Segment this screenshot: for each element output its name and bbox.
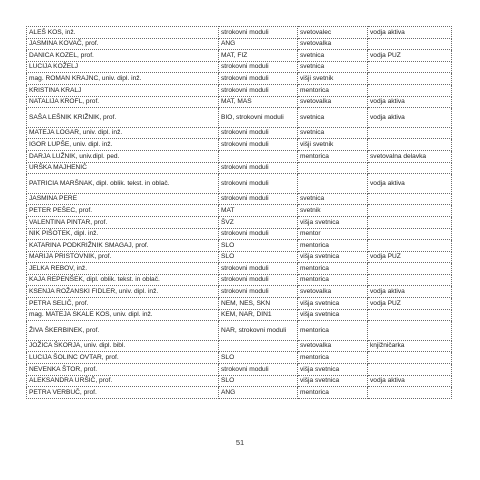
title-cell: svetovalec — [298, 27, 368, 39]
name-cell: MARIJA PRISTOVNIK, prof. — [27, 251, 219, 263]
subject-cell: strokovni moduli — [219, 274, 298, 286]
name-cell: NATALIJA KROFL, prof. — [27, 96, 219, 108]
table-row — [27, 387, 452, 399]
title-cell — [298, 162, 368, 174]
table-row — [27, 216, 452, 228]
subject-cell: MAT, MAS — [219, 96, 298, 108]
role-cell: vodja aktiva — [368, 27, 452, 39]
title-cell: višja svetnica — [298, 309, 368, 321]
name-cell: PATRICIA MARŠNAK, dipl. oblik. tekst. in oblač. — [27, 174, 219, 194]
name-cell: PETER PEŠEC, prof. — [27, 205, 219, 217]
subject-cell: strokovni moduli — [219, 61, 298, 73]
role-cell — [368, 139, 452, 151]
title-cell — [298, 174, 368, 194]
role-cell — [368, 162, 452, 174]
name-cell: mag. MATEJA SKALE KOS, univ. dipl. inž. — [27, 309, 219, 321]
subject-cell — [219, 340, 298, 352]
title-cell: svetovalka — [298, 38, 368, 50]
subject-cell: KEM, NAR, DIN1 — [219, 309, 298, 321]
title-cell: mentorica — [298, 240, 368, 252]
role-cell: vodja aktiva — [368, 174, 452, 194]
role-cell: vodja aktiva — [368, 108, 452, 128]
role-cell: vodja PUZ — [368, 298, 452, 310]
subject-cell: ANG — [219, 387, 298, 399]
title-cell: svetnica — [298, 61, 368, 73]
table-row — [27, 38, 452, 50]
subject-cell: strokovni moduli — [219, 228, 298, 240]
table-row — [27, 375, 452, 387]
role-cell: vodja PUZ — [368, 251, 452, 263]
table-row — [27, 205, 452, 217]
role-cell — [368, 228, 452, 240]
role-cell — [368, 84, 452, 96]
name-cell: ALEKSANDRA URŠIČ, prof. — [27, 375, 219, 387]
name-cell: KSENJA ROŽANSKI FIDLER, univ. dipl. inž. — [27, 286, 219, 298]
subject-cell: strokovni moduli — [219, 263, 298, 275]
table-row — [27, 251, 452, 263]
table-row — [27, 73, 452, 85]
role-cell: svetovalna delavka — [368, 150, 452, 162]
title-cell: višja svetnica — [298, 364, 368, 376]
table-row — [27, 96, 452, 108]
role-cell — [368, 193, 452, 205]
title-cell: svetnik — [298, 205, 368, 217]
table-row — [27, 298, 452, 310]
subject-cell — [219, 150, 298, 162]
name-cell: JELKA REBOV, inž. — [27, 263, 219, 275]
table-row — [27, 240, 452, 252]
name-cell: DANICA KOZEL, prof. — [27, 50, 219, 62]
name-cell: MATEJA LOGAR, univ. dipl. inž. — [27, 127, 219, 139]
table-row — [27, 108, 452, 128]
title-cell: mentorica — [298, 150, 368, 162]
title-cell: svetnica — [298, 108, 368, 128]
table-row — [27, 309, 452, 321]
role-cell — [368, 352, 452, 364]
title-cell: mentorica — [298, 387, 368, 399]
name-cell: KAJA REPENŠEK, dipl. oblik. tekst. in oblač. — [27, 274, 219, 286]
name-cell: URŠKA MAJHENIČ — [27, 162, 219, 174]
name-cell: NEVENKA ŠTOR, prof. — [27, 364, 219, 376]
role-cell — [368, 387, 452, 399]
table-row — [27, 84, 452, 96]
title-cell: svetnica — [298, 193, 368, 205]
subject-cell: strokovni moduli — [219, 27, 298, 39]
title-cell: višji svetnik — [298, 73, 368, 85]
subject-cell: MAT, FIZ — [219, 50, 298, 62]
subject-cell: strokovni moduli — [219, 162, 298, 174]
name-cell: PETRA SELIČ, prof. — [27, 298, 219, 310]
name-cell: LUCIJA KOŽELJ — [27, 61, 219, 73]
subject-cell: NAR, strokovni moduli — [219, 321, 298, 341]
subject-cell: SLO — [219, 240, 298, 252]
subject-cell: strokovni moduli — [219, 174, 298, 194]
role-cell: vodja aktiva — [368, 96, 452, 108]
name-cell: IGOR LUPŠE, univ. dipl. inž. — [27, 139, 219, 151]
role-cell — [368, 73, 452, 85]
table-row — [27, 340, 452, 352]
title-cell: svetovalka — [298, 96, 368, 108]
table-row — [27, 364, 452, 376]
table-row — [27, 127, 452, 139]
role-cell — [368, 61, 452, 73]
subject-cell: ANG — [219, 38, 298, 50]
name-cell: SAŠA LEŠNIK KRIŽNIK, prof. — [27, 108, 219, 128]
title-cell: mentorica — [298, 84, 368, 96]
role-cell: vodja PUZ — [368, 50, 452, 62]
role-cell — [368, 364, 452, 376]
subject-cell: SLO — [219, 251, 298, 263]
subject-cell: strokovni moduli — [219, 364, 298, 376]
role-cell: knjižničarka — [368, 340, 452, 352]
title-cell: višja svetnica — [298, 298, 368, 310]
role-cell — [368, 321, 452, 341]
name-cell: JASMINA PERE — [27, 193, 219, 205]
title-cell: višja svetnica — [298, 375, 368, 387]
role-cell: vodja aktiva — [368, 375, 452, 387]
name-cell: KATARINA PODKRIŽNIK SMAGAJ, prof. — [27, 240, 219, 252]
role-cell — [368, 38, 452, 50]
title-cell: mentorica — [298, 263, 368, 275]
table-row — [27, 174, 452, 194]
role-cell — [368, 127, 452, 139]
name-cell: ŽIVA ŠKERBINEK, prof. — [27, 321, 219, 341]
staff-table — [26, 26, 452, 399]
subject-cell: ŠVZ — [219, 216, 298, 228]
title-cell: svetovalka — [298, 340, 368, 352]
table-row — [27, 61, 452, 73]
title-cell: mentorica — [298, 274, 368, 286]
subject-cell: strokovni moduli — [219, 286, 298, 298]
subject-cell: SLO — [219, 375, 298, 387]
page-number: 51 — [235, 438, 245, 447]
name-cell: VALENTINA PINTAR, prof. — [27, 216, 219, 228]
table-row — [27, 27, 452, 39]
subject-cell: strokovni moduli — [219, 127, 298, 139]
staff-table-body — [27, 27, 452, 399]
subject-cell: strokovni moduli — [219, 84, 298, 96]
name-cell: mag. ROMAN KRAJNC, univ. dipl. inž. — [27, 73, 219, 85]
role-cell: vodja aktiva — [368, 286, 452, 298]
table-row — [27, 263, 452, 275]
name-cell: JOŽICA ŠKORJA, univ. dipl. bibl. — [27, 340, 219, 352]
table-row — [27, 352, 452, 364]
table-row — [27, 150, 452, 162]
title-cell: svetovalka — [298, 286, 368, 298]
table-row — [27, 286, 452, 298]
title-cell: svetnica — [298, 127, 368, 139]
table-row — [27, 139, 452, 151]
title-cell: višja svetnica — [298, 251, 368, 263]
role-cell — [368, 205, 452, 217]
subject-cell: BIO, strokovni moduli — [219, 108, 298, 128]
table-row — [27, 321, 452, 341]
subject-cell: NEM, NES, SKN — [219, 298, 298, 310]
role-cell — [368, 309, 452, 321]
table-row — [27, 193, 452, 205]
role-cell — [368, 274, 452, 286]
table-row — [27, 162, 452, 174]
name-cell: DARJA LUŽNIK, univ.dipl. ped. — [27, 150, 219, 162]
role-cell — [368, 240, 452, 252]
table-row — [27, 228, 452, 240]
staff-table-container — [26, 26, 451, 399]
subject-cell: SLO — [219, 352, 298, 364]
subject-cell: strokovni moduli — [219, 193, 298, 205]
name-cell: NIK PIŠOTEK, dipl. inž. — [27, 228, 219, 240]
title-cell: mentorica — [298, 321, 368, 341]
name-cell: PETRA VERBUČ, prof. — [27, 387, 219, 399]
table-row — [27, 274, 452, 286]
subject-cell: strokovni moduli — [219, 73, 298, 85]
title-cell: višji svetnik — [298, 139, 368, 151]
name-cell: LUCIJA ŠOLINC OVTAR, prof. — [27, 352, 219, 364]
name-cell: ALEŠ KOS, inž. — [27, 27, 219, 39]
title-cell: mentorica — [298, 352, 368, 364]
table-row — [27, 50, 452, 62]
name-cell: KRISTINA KRALJ — [27, 84, 219, 96]
role-cell — [368, 216, 452, 228]
subject-cell: strokovni moduli — [219, 139, 298, 151]
role-cell — [368, 263, 452, 275]
subject-cell: MAT — [219, 205, 298, 217]
title-cell: svetnica — [298, 50, 368, 62]
title-cell: višja svetnica — [298, 216, 368, 228]
title-cell: mentor — [298, 228, 368, 240]
name-cell: JASMINA KOVAČ, prof. — [27, 38, 219, 50]
